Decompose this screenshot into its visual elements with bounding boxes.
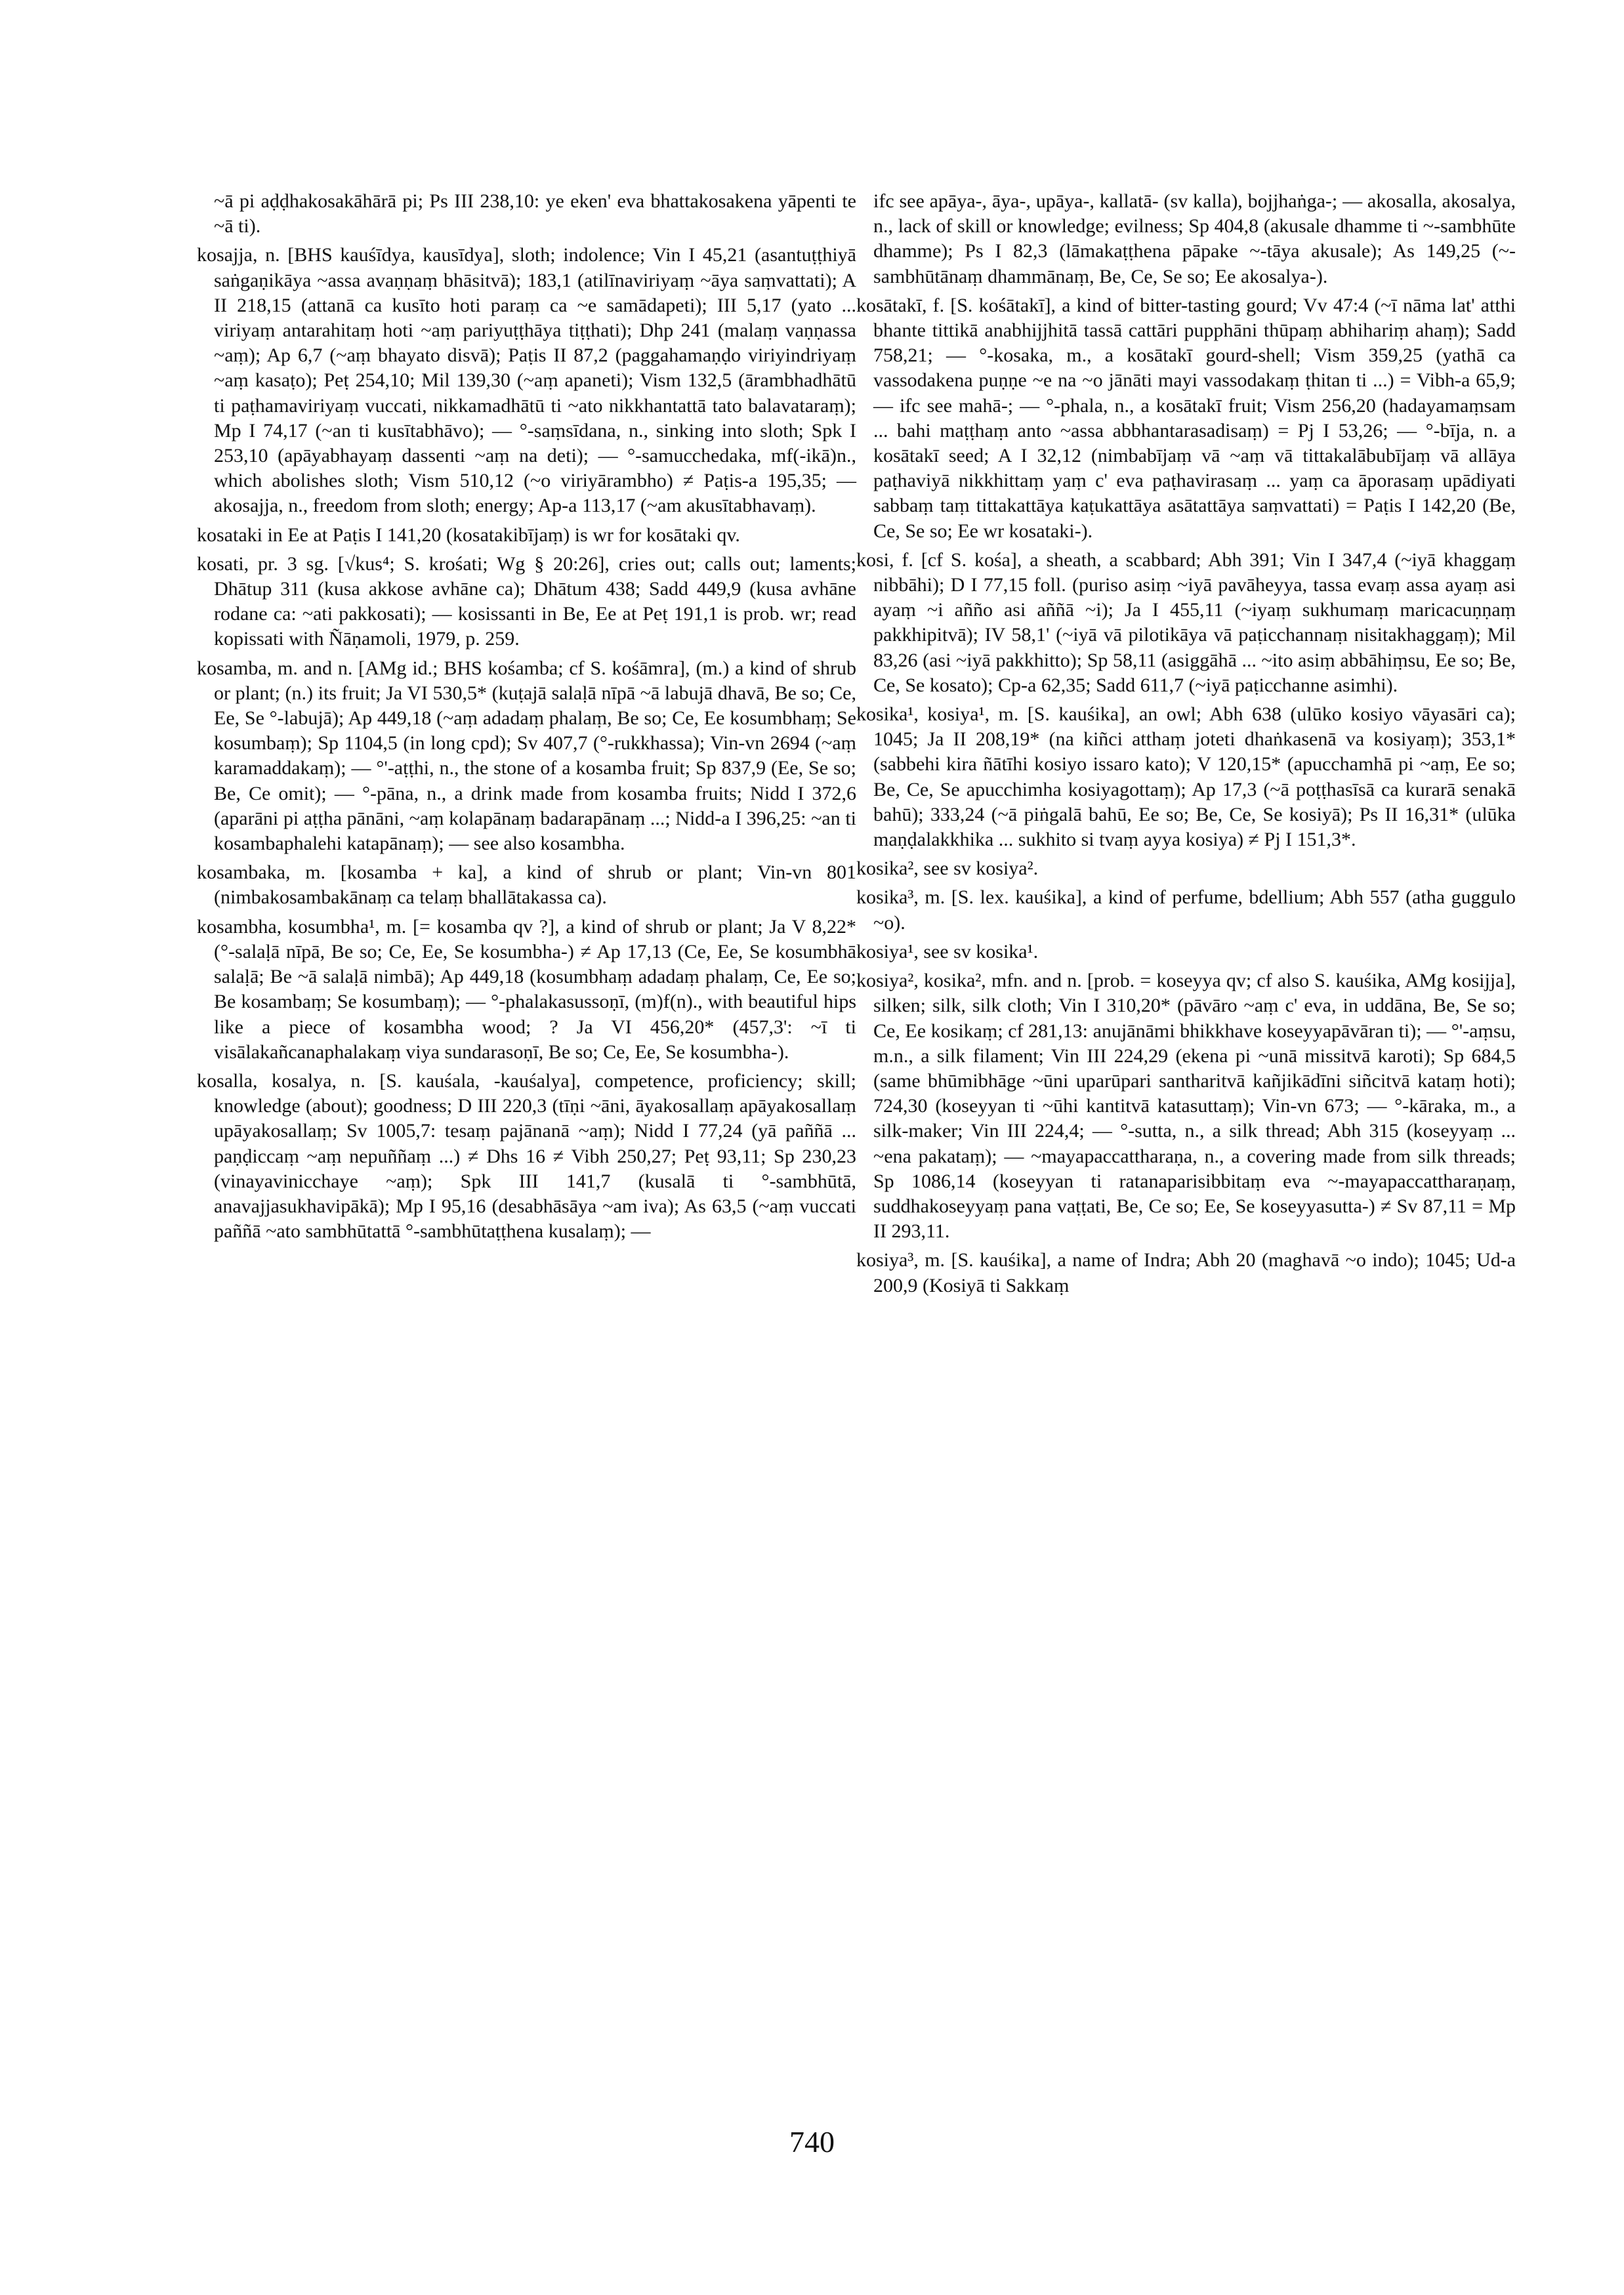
entry-kosati: kosati, pr. 3 sg. [√kus⁴; S. krośati; Wg § 20:26], cries out; calls out; laments; Dhātup 311 (kusa akkose avhāne ca); Dhātum 438; Sadd 449,9 (kusa avhāne rodane ca: ~ati pakkosati); — kosissanti in Be, Ee at Peṭ 191,1 is prob. wr; read kopissati with Ñāṇamoli, 1979, p. 259. [197,552,856,650]
entry-kosataki: kosataki in Ee at Paṭis I 141,20 (kosatakibījaṃ) is wr for kosātaki qv. [197,524,740,546]
page-number: 740 [789,2125,835,2159]
entry-kosi: kosi, f. [cf S. kośa], a sheath, a scabbard; Abh 391; Vin I 347,4 (~iyā khaggaṃ nibbāhi); D I 77,15 foll. (puriso asiṃ ~iyā pavāheyya, tassa evaṃ assa ayaṃ asi ayaṃ ~i añño asi aññā ~i); Ja I 455,11 (~iyaṃ sukhumaṃ maricacuṇṇaṃ pakkhipitvā); IV 58,1' (~iyā vā pilotikāya vā paṭicchannaṃ nisitakhaggaṃ); Mil 83,26 (asi ~iyā pakkhitto); Sp 58,11 (asiggāhā ... ~ito asiṃ abbāhiṃsu, Ee so; Be, Ce, Se kosato); Cp-a 62,35; Sadd 611,7 (~iyā paṭicchanne asimhi). [856,548,1516,696]
entry-kosiya-3: kosiya³, m. [S. kauśika], a name of Indra; Abh 20 (maghavā ~o indo); 1045; Ud-a 200,9 (Kosiyā ti Sakkaṃ [856,1249,1516,1296]
entry-kosalla: kosalla, kosalya, n. [S. kauśala, -kauśalya], competence, proficiency; skill; knowledge (about); goodness; D III 220,3 (tīṇi ~āni, āyakosallaṃ apāyakosallaṃ upāyakosallaṃ; Sv 1005,7: tesaṃ pajānanā ~aṃ); Nidd I 77,24 (yā paññā ... paṇḍiccaṃ ~aṃ nepuññaṃ ...) ≠ Dhs 16 ≠ Vibh 250,27; Peṭ 93,11; Sp 230,23 (vinayavinicchaye ~aṃ); Spk III 141,7 (kusalā ti °-sambhūtā, anavajjasukhavipākā); Mp I 95,16 (desabhāsāya ~am iva); As 63,5 (~aṃ vuccati paññā ~ato sambhūtattā °-sambhūtaṭṭhena kusalaṃ); — [197,1069,856,1243]
entry-kosamba: kosamba, m. and n. [AMg id.; BHS kośamba; cf S. kośāmra], (m.) a kind of shrub or plant; (n.) its fruit; Ja VI 530,5* (kuṭajā salaḷā nīpā ~ā labujā dhavā, Be so; Ce, Ee, Se °-labujā); Ap 449,18 (~aṃ adadaṃ phalaṃ, Be so; Ce, Ee kosumbhaṃ; Se kosumbaṃ); Sp 1104,5 (in long cpd); Sv 407,7 (°-rukkhassa); Vin-vn 2694 (~aṃ karamaddakaṃ); — °'-aṭṭhi, n., the stone of a kosamba fruit; Sp 837,9 (Ee, Se so; Be, Ce omit); — °-pāna, n., a drink made from kosamba fruits; Nidd I 372,6 (aparāni pi aṭṭha pānāni, ~aṃ kolapānaṃ badarapānaṃ ...; Nidd-a I 396,25: ~an ti kosambaphalehi katapānaṃ); — see also kosambha. [197,657,856,855]
entry-kosiya-2: kosiya², kosika², mfn. and n. [prob. = koseyya qv; cf also S. kauśika, AMg kosijja], silken; silk, silk cloth; Vin I 310,20* (pāvāro ~aṃ c' eva, in uddāna, Be, Se so; Ce, Ee kosikaṃ; cf 281,13: anujānāmi bhikkhave koseyyapāvāran ti); — °'-aṃsu, m.n., a silk filament; Vin III 224,29 (ekena pi ~unā missitvā karoti); Sp 684,5 (same bhūmibhāge ~ūni uparūpari santharitvā kañjikādīni siñcitvā kataṃ hoti); 724,30 (koseyyan ti ~ūhi kantitvā katasuttaṃ); Vin-vn 673; — °-kāraka, m., a silk-maker; Vin III 224,4; — °-sutta, n., a silk thread; Abh 315 (koseyyaṃ ... ~ena pakataṃ); — ~mayapaccattharaṇa, n., a covering made from silk threads; Sp 1086,14 (koseyyan ti ratanaparisibbitaṃ eva ~-mayapaccattharaṇaṃ, suddhakoseyyaṃ pana vaṭṭati, Be, Ce so; Ee, Se koseyyasutta-) ≠ Sv 87,11 = Mp II 293,11. [856,970,1516,1243]
entry-kosajja: kosajja, n. [BHS kauśīdya, kausīdya], sloth; indolence; Vin I 45,21 (asantuṭṭhiyā saṅgaṇikāya ~assa avaṇṇaṃ bhāsitvā); 183,1 (atilīnaviriyaṃ ~āya saṃvattati); A II 218,15 (attanā ca kusīto hoti paraṃ ca ~e samādapeti); III 5,17 (yato ... viriyaṃ antarahitaṃ hoti ~aṃ pariyuṭṭhāya tiṭṭhati); Dhp 241 (malaṃ vaṇṇassa ~aṃ); Ap 6,7 (~aṃ bhayato disvā); Paṭis II 87,2 (paggahamaṇḍo viriyindriyaṃ ~aṃ kasaṭo); Peṭ 254,10; Mil 139,30 (~aṃ apaneti); Vism 132,5 (ārambhadhātū ti paṭhamaviriyaṃ vuccati, nikkamadhātū ti ~ato nikkhantattā tato balavataraṃ); Mp I 74,17 (~an ti kusītabhāvo); — °-saṃsīdana, n., sinking into sloth; Spk I 253,10 (apāyabhayaṃ dassenti ~aṃ na deti); — °-samucchedaka, mf(-ikā)n., which abolishes sloth; Vism 510,12 (~o viriyārambho) ≠ Paṭis-a 195,35; — akosajja, n., freedom from sloth; energy; Ap-a 113,17 (~am akusītabhavaṃ). [197,244,856,517]
entry-kosika-2: kosika², see sv kosiya². [856,858,1039,880]
entry-kosataki-gourd: kosātakī, f. [S. kośātakī], a kind of bitter-tasting gourd; Vv 47:4 (~ī nāma lat' atthi bhante tittikā anabhijjhitā tassā cattāri pupphāni thūpaṃ abhihariṃ ahaṃ); Sadd 758,21; — °-kosaka, m., a kosātakī gourd-shell; Vism 359,25 (yathā ca vassodakena puṇṇe ~e na ~o jānāti mayi vassodakaṃ ṭhitan ti ...) = Vibh-a 65,9; — ifc see mahā-; — °-phala, n., a kosātakī fruit; Vism 256,20 (hadayamaṃsam ... bahi maṭṭhaṃ anto ~assa abbhantarasadisaṃ) = Pj I 53,26; — °-bīja, n. a kosātakī seed; A I 32,12 (nimbabījaṃ vā ~aṃ vā tittakalābubījaṃ vā allāya paṭhaviyā nikkhittaṃ yaṃ c' eva paṭhavirasaṃ ... yaṃ ca āporasaṃ upādiyati sabbaṃ taṃ tittakattāya kaṭukattāya asātattāya saṃvattati) = Paṭis I 142,20 (Be, Ce, Se so; Ee wr kosataki-). [856,294,1516,542]
entry-continuation: ~ā pi aḍḍhakosakāhārā pi; Ps III 238,10: ye eken' eva bhattakosakena yāpenti te ~ā ti). [214,190,856,238]
entry-kosambaka: kosambaka, m. [kosamba + ka], a kind of shrub or plant; Vin-vn 801 (nimbakosambakānaṃ ca telaṃ bhallātakassa ca). [197,861,856,909]
entry-kosika-1: kosika¹, kosiya¹, m. [S. kauśika], an owl; Abh 638 (ulūko kosiyo vāyasāri ca); 1045; Ja II 208,19* (na kiñci atthaṃ joteti dhaṅkasenā va kosiyaṃ); 353,1* (sabbehi kira ñātīhi kosiyo issaro kato); V 120,15* (apucchamhā pi ~aṃ, Ee so; Be, Ce, Se apucchimha kosiyagottaṃ); Ap 17,3 (~ā poṭṭhasīsā ca kurarā senakā bahū); 333,24 (~ā piṅgalā bahū, Ee so; Be, Ce, Se kosiyā); Ps II 16,31* (ulūka maṇḍalakkhika ... sukhito si tvaṃ ayya kosiya) ≠ Pj I 151,3*. [856,703,1516,851]
entry-kosika-3: kosika³, m. [S. lex. kauśika], a kind of perfume, bdellium; Abh 557 (atha guggulo ~o). [856,886,1516,934]
entry-kosambha: kosambha, kosumbha¹, m. [= kosamba qv ?], a kind of shrub or plant; Ja V 8,22* (°-salaḷā nīpā, Be so; Ce, Ee, Se kosumbha-) ≠ Ap 17,13 (Ce, Ee, Se kosumbhā salaḷā; Be ~ā salaḷā nimbā); Ap 449,18 (kosumbhaṃ adadaṃ phalaṃ, Ce, Ee so; Be kosambaṃ; Se kosumbaṃ); — °-phalakasussoṇī, (m)f(n)., with beautiful hips like a piece of kosambha wood; ? Ja VI 456,20* (457,3': ~ī ti visālakañcanaphalakaṃ viya sundarasoṇī, Be so; Ce, Ee, Se kosumbha-). [197,915,856,1063]
entry-continuation: ifc see apāya-, āya-, upāya-, kallatā- (sv kalla), bojjhaṅga-; — akosalla, akosalya, n., lack of skill or knowledge; evilness; Sp 404,8 (akusale dhamme ti ~-sambhūte dhamme); Ps I 82,3 (lāmakaṭṭhena pāpake ~-tāya akusale); As 149,25 (~-sambhūtānaṃ dhammānaṃ, Be, Ce, Se so; Ee akosalya-). [873,190,1516,287]
left-column [197,189,856,1248]
right-column [856,189,1516,1302]
entry-kosiya-1: kosiya¹, see sv kosika¹. [856,940,1039,962]
